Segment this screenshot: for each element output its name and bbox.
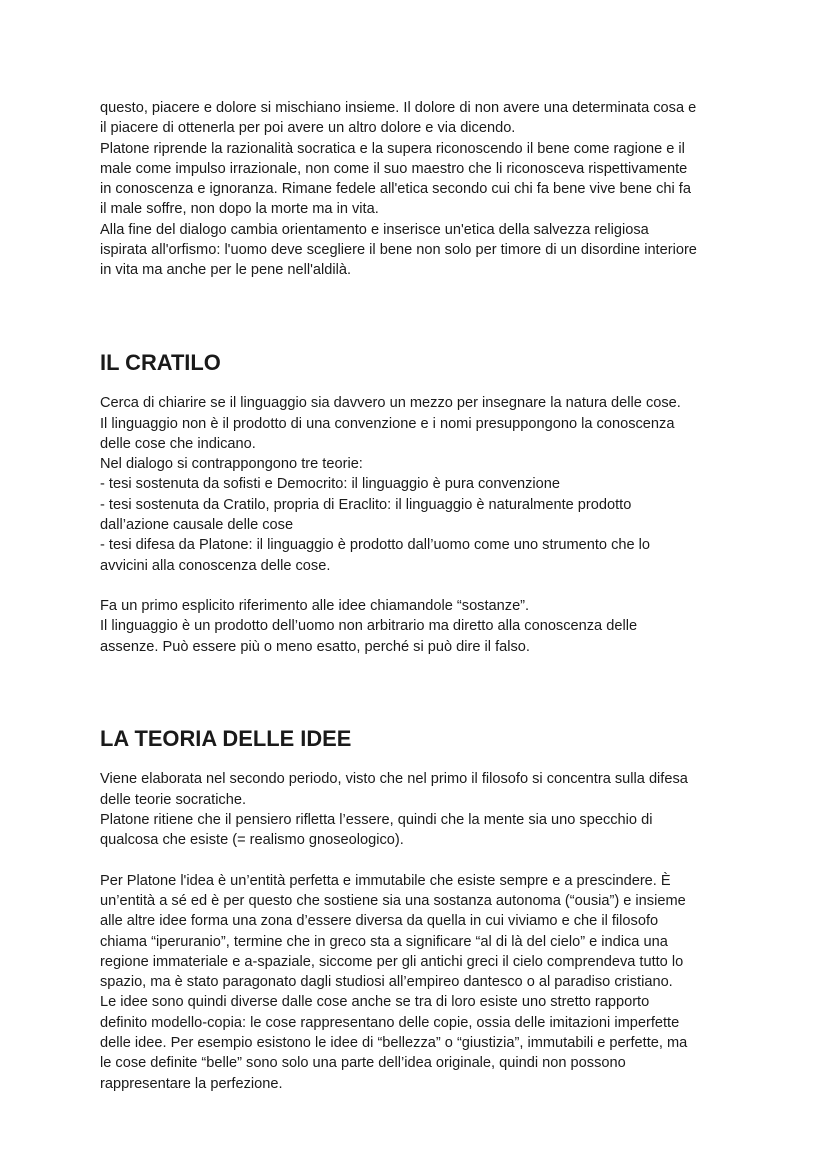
intro-paragraph — [100, 98, 740, 281]
text-line: definito modello-copia: le cose rappresentano delle copie, ossia delle imitazioni imperfette — [100, 1014, 680, 1031]
cratilo-paragraph-1 — [100, 393, 740, 576]
text-line: Le idee sono quindi diverse dalle cose anche se tra di loro esiste uno stretto rapporto — [100, 994, 650, 1011]
text-line: chiama “iperuranio”, termine che in greco sta a significare “al di là del cielo” e indica una — [100, 933, 668, 950]
text-line: dall’azione causale delle cose — [100, 517, 294, 534]
text-line: alle altre idee forma una zona d’essere diversa da quella in cui viviamo e che il filosofo — [100, 913, 659, 930]
text-line: delle teorie socratiche. — [100, 791, 247, 808]
text-line: delle cose che indicano. — [100, 435, 256, 452]
text-line: avvicini alla conoscenza delle cose. — [100, 557, 331, 574]
teoria-paragraph-1 — [100, 769, 740, 850]
text-line: Viene elaborata nel secondo periodo, visto che nel primo il filosofo si concentra sulla difesa — [100, 771, 688, 788]
text-line: rappresentare la perfezione. — [100, 1075, 283, 1092]
text-line: Alla fine del dialogo cambia orientamento e inserisce un'etica della salvezza religiosa — [100, 221, 649, 238]
text-line: le cose definite “belle” sono solo una parte dell’idea originale, quindi non possono — [100, 1055, 626, 1072]
text-line: in vita ma anche per le pene nell'aldilà. — [100, 262, 352, 279]
text-line: ispirata all'orfismo: l'uomo deve scegliere il bene non solo per timore di un disordine interiore — [100, 242, 697, 259]
text-line: il male soffre, non dopo la morte ma in vita. — [100, 201, 379, 218]
text-line: delle idee. Per esempio esistono le idee di “bellezza” o “giustizia”, immutabili e perfette, ma — [100, 1034, 688, 1051]
text-line: spazio, ma è stato paragonato dagli studiosi all’empireo dantesco o al paradiso cristiano. — [100, 974, 673, 991]
text-line: male come impulso irrazionale, non come il suo maestro che li riconosceva rispettivamente — [100, 160, 688, 177]
text-line: Fa un primo esplicito riferimento alle idee chiamandole “sostanze”. — [100, 597, 530, 614]
text-line: - tesi sostenuta da Cratilo, propria di Eraclito: il linguaggio è naturalmente prodotto — [100, 496, 632, 513]
text-line: Il linguaggio non è il prodotto di una convenzione e i nomi presuppongono la conoscenza — [100, 415, 675, 432]
text-line: - tesi difesa da Platone: il linguaggio è prodotto dall’uomo come uno strumento che lo — [100, 537, 651, 554]
text-line: un’entità a sé ed è per questo che sostiene sia una sostanza autonoma (“ousia”) e insieme — [100, 892, 686, 909]
text-line: Per Platone l'idea è un’entità perfetta e immutabile che esiste sempre e a prescindere. È — [100, 872, 671, 889]
text-line: Cerca di chiarire se il linguaggio sia davvero un mezzo per insegnare la natura delle cose. — [100, 395, 681, 412]
section-heading-teoria-delle-idee: LA TEORIA DELLE IDEE — [100, 726, 352, 752]
text-line: assenze. Può essere più o meno esatto, perché si può dire il falso. — [100, 638, 530, 655]
text-line: - tesi sostenuta da sofisti e Democrito: il linguaggio è pura convenzione — [100, 476, 560, 493]
text-line: regione immateriale e a-spaziale, siccome per gli antichi greci il cielo comprendeva tutto lo — [100, 953, 684, 970]
text-line: Platone riprende la razionalità socratica e la supera riconoscendo il bene come ragione e il — [100, 140, 685, 157]
teoria-paragraph-2 — [100, 871, 740, 1094]
document-page — [100, 98, 740, 1094]
text-line: Il linguaggio è un prodotto dell’uomo non arbitrario ma diretto alla conoscenza delle — [100, 618, 638, 635]
text-line: qualcosa che esiste (= realismo gnoseologico). — [100, 832, 404, 849]
text-line: il piacere di ottenerla per poi avere un altro dolore e via dicendo. — [100, 120, 516, 137]
section-heading-cratilo: IL CRATILO — [100, 349, 221, 375]
text-line: Platone ritiene che il pensiero rifletta l’essere, quindi che la mente sia uno specchio di — [100, 812, 653, 829]
text-line: questo, piacere e dolore si mischiano insieme. Il dolore di non avere una determinata cosa e — [100, 100, 697, 116]
text-line: in conoscenza e ignoranza. Rimane fedele all'etica secondo cui chi fa bene vive bene chi fa — [100, 181, 691, 198]
text-line: Nel dialogo si contrappongono tre teorie: — [100, 456, 363, 473]
cratilo-paragraph-2 — [100, 596, 740, 657]
